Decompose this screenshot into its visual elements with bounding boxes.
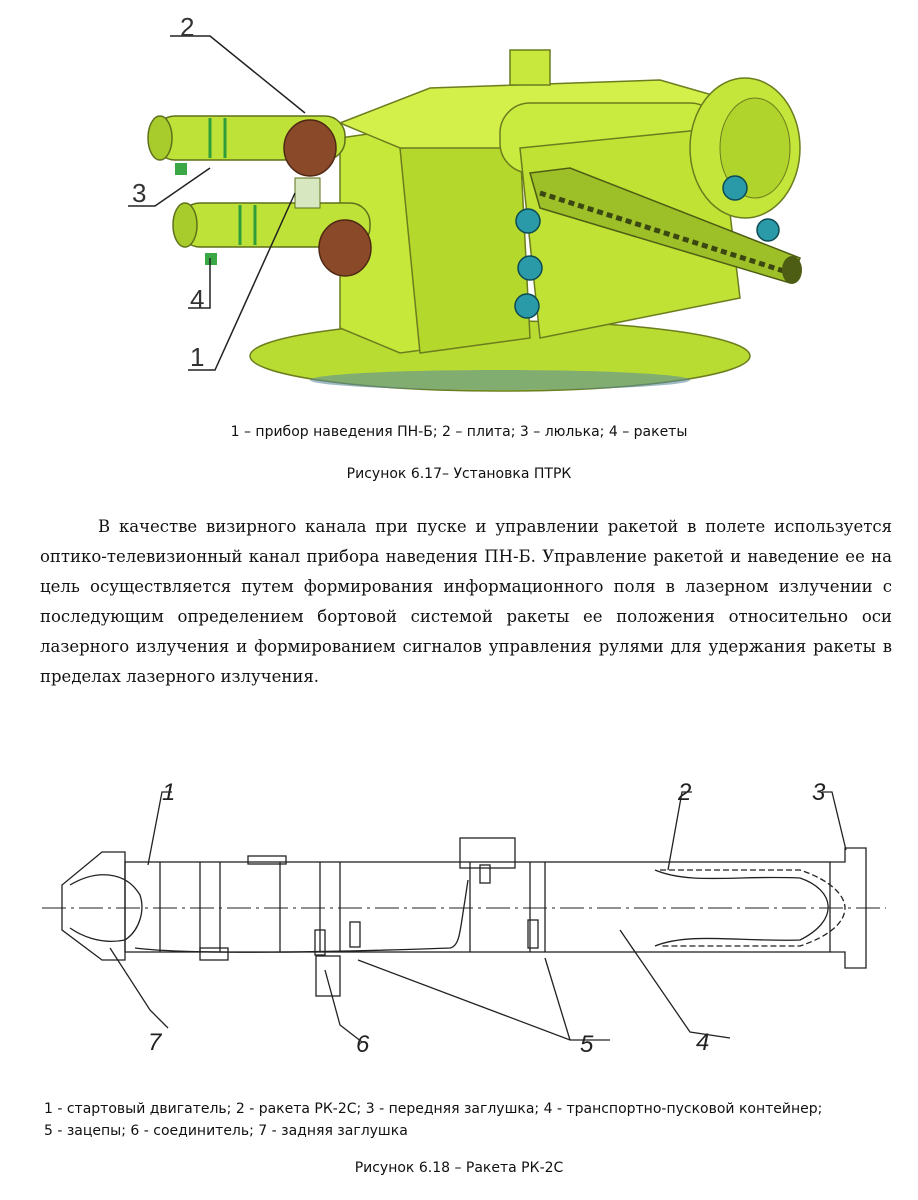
callout-3: 3 bbox=[812, 779, 826, 806]
figure1-legend: 1 – прибор наведения ПН-Б; 2 – плита; 3 – люлька; 4 – ракеты bbox=[230, 424, 688, 440]
callout-7: 7 bbox=[148, 1029, 162, 1056]
figure2-legend-line1: 1 - стартовый двигатель; 2 - ракета РК-2С; 3 - передняя заглушка; 4 - транспортно-пусковой контейнер; bbox=[44, 1101, 823, 1117]
missile-drawing bbox=[40, 770, 888, 1090]
callout-4: 4 bbox=[190, 284, 205, 314]
callout-4: 4 bbox=[696, 1029, 710, 1056]
callout-1: 1 bbox=[190, 342, 205, 372]
callout-2: 2 bbox=[678, 779, 692, 806]
callout-1: 1 bbox=[162, 779, 176, 806]
figure2-legend bbox=[44, 1098, 894, 1142]
hooks bbox=[315, 865, 538, 955]
rear-cap bbox=[62, 852, 125, 960]
paragraph-text: В качестве визирного канала при пуске и управлении ракетой в полете используется оптико-телевизионный канал прибора наведения ПН-Б. Управление ракетой и наведение ее на цель осуществляется путем формирования информационного поля в лазерном излучении с последующим определением бортовой системой ракеты ее положения относительно оси лазерного излучения и формированием сигналов управления рулями для удержания ракеты в пределах лазерного излучения. bbox=[40, 517, 892, 686]
callout-5: 5 bbox=[580, 1031, 594, 1058]
body-paragraph bbox=[40, 512, 892, 692]
figure2-legend-line2: 5 - зацепы; 6 - соединитель; 7 - задняя заглушка bbox=[44, 1123, 408, 1139]
callout-3: 3 bbox=[132, 178, 147, 208]
figure2-caption: Рисунок 6.18 – Ракета РК-2С bbox=[354, 1160, 564, 1176]
turret-front-face bbox=[400, 143, 530, 353]
turret-illustration bbox=[100, 8, 820, 408]
figure1-caption: Рисунок 6.17– Установка ПТРК bbox=[346, 466, 572, 482]
callout-2: 2 bbox=[180, 12, 195, 42]
callout-6: 6 bbox=[356, 1031, 370, 1058]
connector bbox=[316, 956, 340, 996]
